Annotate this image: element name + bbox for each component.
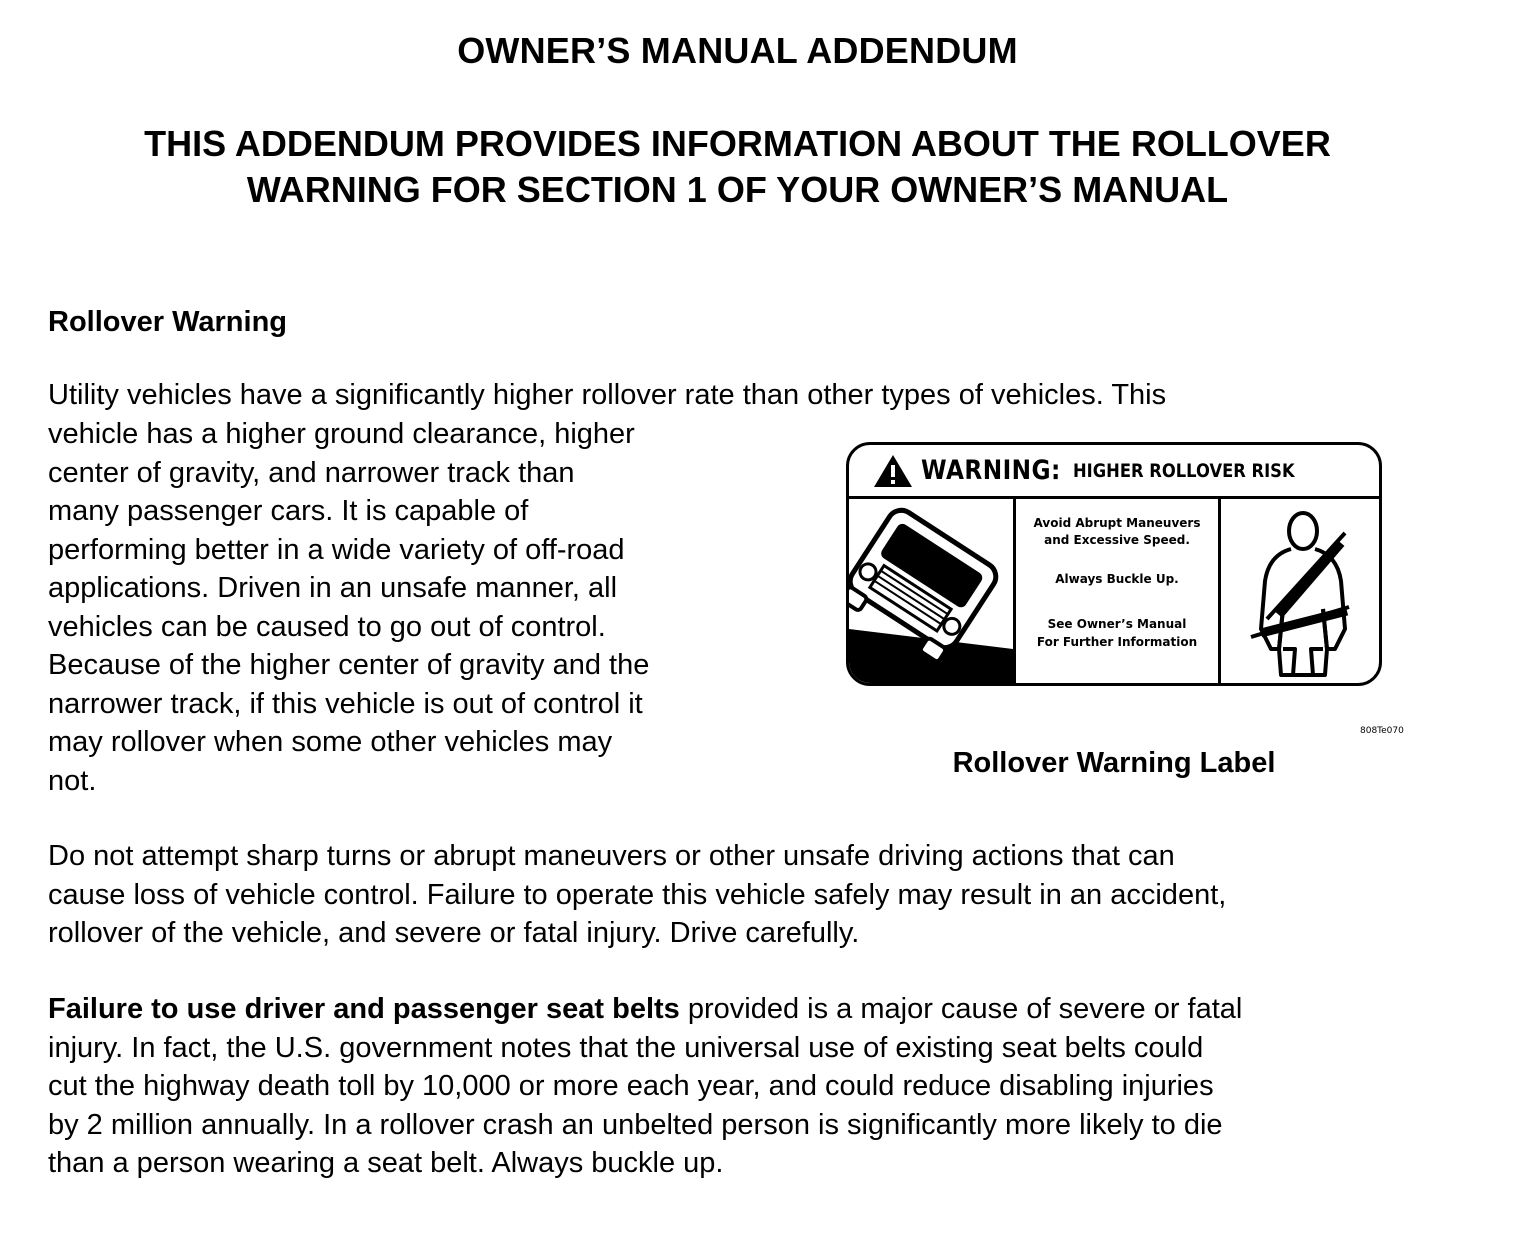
intro-line: narrower track, if this vehicle is out of control it: [48, 687, 643, 720]
seatbelt-panel: [1221, 499, 1382, 686]
seatbelt-line: than a person wearing a seat belt. Always buckle up.: [48, 1147, 724, 1179]
seatbelt-first-line: [48, 990, 1468, 1029]
rollover-vehicle-icon: [849, 499, 1013, 686]
intro-line: performing better in a wide variety of off-road: [48, 533, 625, 566]
warning-triangle-icon: [873, 454, 913, 488]
seatbelt-first-rest: provided is a major cause of severe or fatal: [679, 993, 1243, 1025]
label-message: See Owner’s Manual: [1047, 617, 1187, 631]
label-caption: Rollover Warning Label: [952, 747, 1276, 779]
rollover-warning-label: [846, 442, 1382, 686]
seatbelt-line: cut the highway death toll by 10,000 or more each year, and could reduce disabling injuries: [48, 1070, 1214, 1102]
label-message: For Further Information: [1036, 635, 1198, 649]
label-message: and Excessive Speed.: [1044, 533, 1190, 547]
label-part-code: 808Te070: [1360, 726, 1404, 736]
intro-line: may rollover when some other vehicles may: [48, 726, 613, 758]
subtitle-line: THIS ADDENDUM PROVIDES INFORMATION ABOUT THE ROLLOVER: [144, 123, 1331, 164]
rollover-panel: [849, 499, 1016, 686]
intro-line: vehicles can be caused to go out of control.: [48, 610, 606, 643]
seatbelt-bold-phrase: Failure to use driver and passenger seat belts: [48, 993, 680, 1025]
warning-risk-text: HIGHER ROLLOVER RISK: [1073, 459, 1296, 482]
seatbelt-line: by 2 million annually. In a rollover crash an unbelted person is significantly more likely to die: [48, 1108, 1223, 1141]
label-messages: [1016, 499, 1221, 686]
label-message: Avoid Abrupt Maneuvers: [1033, 516, 1201, 530]
intro-line: vehicle has a higher ground clearance, higher: [48, 418, 635, 450]
caution-paragraph: [48, 837, 1468, 953]
caution-line: cause loss of vehicle control. Failure to operate this vehicle safely may result in an accident,: [48, 878, 1227, 911]
caution-line: Do not attempt sharp turns or abrupt maneuvers or other unsafe driving actions that can: [48, 840, 1175, 872]
intro-line: center of gravity, and narrower track than: [48, 456, 575, 489]
seatbelt-paragraph: [48, 990, 1468, 1183]
seatbelt-line: injury. In fact, the U.S. government notes that the universal use of existing seat belts could: [48, 1031, 1204, 1064]
intro-line: many passenger cars. It is capable of: [48, 495, 529, 527]
label-header: [849, 445, 1379, 499]
document-subtitle: [0, 121, 1475, 213]
intro-line: applications. Driven in an unsafe manner, all: [48, 572, 618, 604]
seatbelt-person-icon: [1221, 499, 1382, 686]
subtitle-line: WARNING FOR SECTION 1 OF YOUR OWNER’S MANUAL: [246, 169, 1229, 210]
intro-paragraph: [48, 415, 808, 800]
label-message: Always Buckle Up.: [1055, 572, 1179, 586]
intro-first-line: Utility vehicles have a significantly higher rollover rate than other types of vehicles. This: [48, 379, 1167, 411]
intro-line: not.: [48, 764, 97, 797]
section-heading: Rollover Warning: [48, 306, 287, 338]
warning-word: WARNING:: [921, 455, 1061, 486]
caution-line: rollover of the vehicle, and severe or fatal injury. Drive carefully.: [48, 917, 860, 949]
document-title: OWNER’S MANUAL ADDENDUM: [457, 30, 1018, 71]
intro-line: Because of the higher center of gravity and the: [48, 649, 650, 681]
